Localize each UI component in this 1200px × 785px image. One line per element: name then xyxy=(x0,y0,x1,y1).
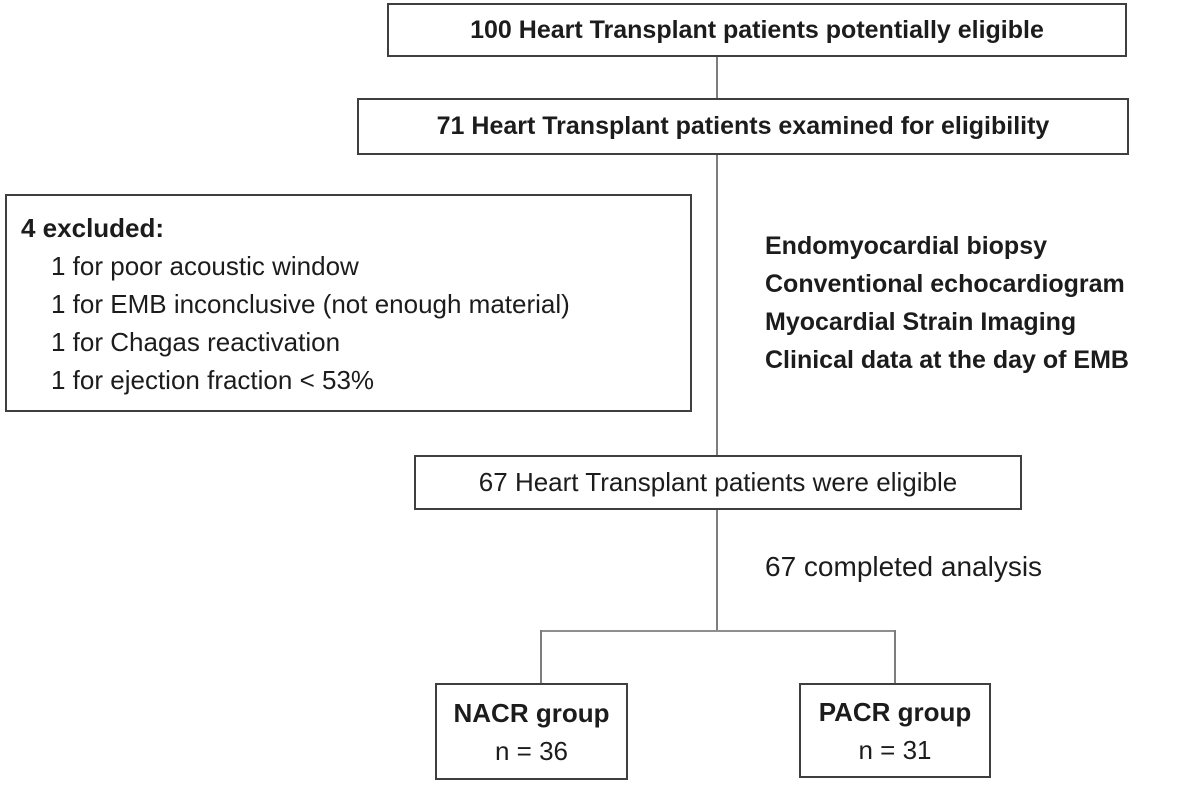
box-nacr-group xyxy=(435,683,628,780)
connector-stub-left xyxy=(540,630,542,683)
procedures-list xyxy=(765,227,1129,379)
excluded-item-ejection-fraction: 1 for ejection fraction < 53% xyxy=(51,365,375,395)
procedure-conventional-echocardiogram: Conventional echocardiogram xyxy=(765,270,1125,298)
procedure-endomyocardial-biopsy: Endomyocardial biopsy xyxy=(765,232,1048,260)
box-eligible: 67 Heart Transplant patients were eligible xyxy=(414,455,1022,510)
connector-branch-horizontal xyxy=(540,630,896,632)
connector-top xyxy=(716,57,718,98)
connector-lower xyxy=(716,510,718,632)
excluded-item-emb-inconclusive: 1 for EMB inconclusive (not enough material) xyxy=(51,289,570,319)
pacr-group-title: PACR group xyxy=(818,696,972,727)
box-examined-for-eligibility: 71 Heart Transplant patients examined for eligibility xyxy=(357,98,1129,155)
box-excluded xyxy=(5,194,692,412)
connector-stub-right xyxy=(894,630,896,683)
excluded-title: 4 excluded: xyxy=(21,213,165,243)
connector-middle xyxy=(716,155,718,455)
procedure-clinical-data: Clinical data at the day of EMB xyxy=(765,346,1129,374)
pacr-group-n: n = 31 xyxy=(858,734,932,765)
excluded-item-chagas-reactivation: 1 for Chagas reactivation xyxy=(51,327,341,357)
box-pacr-group xyxy=(799,683,991,778)
box-potentially-eligible: 100 Heart Transplant patients potentially eligible xyxy=(387,3,1127,57)
procedure-myocardial-strain-imaging: Myocardial Strain Imaging xyxy=(765,308,1077,336)
nacr-group-title: NACR group xyxy=(453,697,610,728)
completed-analysis-label: 67 completed analysis xyxy=(765,551,1043,582)
nacr-group-n: n = 36 xyxy=(494,735,568,766)
excluded-item-acoustic-window: 1 for poor acoustic window xyxy=(51,251,359,281)
